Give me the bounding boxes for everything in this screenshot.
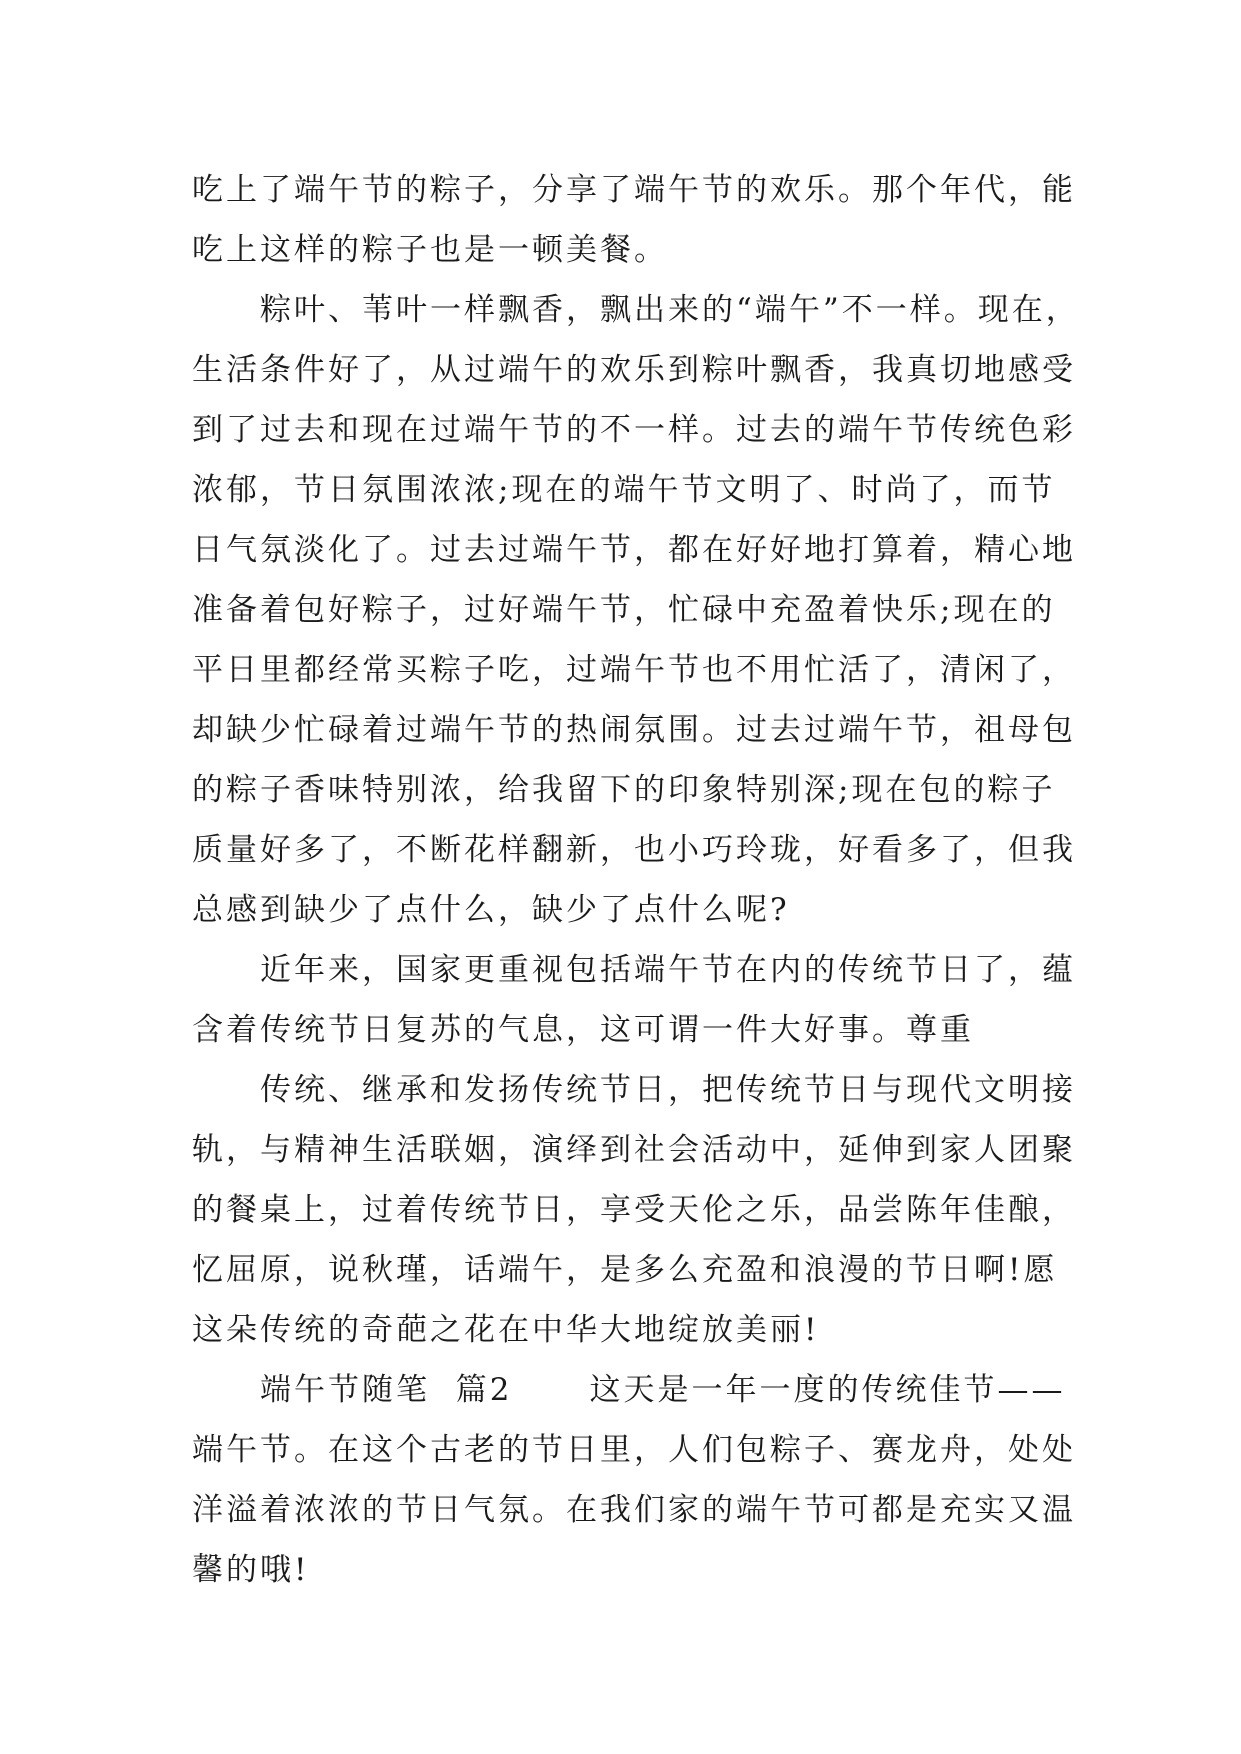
- text-line: 忆屈原，说秋瑾，话端午，是多么充盈和浪漫的节日啊!愿: [192, 1252, 1058, 1288]
- text-line: 端午节。在这个古老的节日里，人们包粽子、赛龙舟，处处: [192, 1432, 1076, 1468]
- text-line: 轨，与精神生活联姻，演绎到社会活动中，延伸到家人团聚: [192, 1132, 1076, 1168]
- paragraph-start-line: 粽叶、苇叶一样飘香，飘出来的“端午”不一样。现在，: [260, 292, 1080, 328]
- text-line: 平日里都经常买粽子吃，过端午节也不用忙活了，清闲了，: [192, 652, 1076, 688]
- text-line: 含着传统节日复苏的气息，这可谓一件大好事。尊重: [192, 1012, 974, 1048]
- text-line: 吃上这样的粽子也是一顿美餐。: [192, 232, 668, 268]
- text-line: 准备着包好粽子，过好端午节，忙碌中充盈着快乐;现在的: [192, 592, 1056, 628]
- section-heading-line: 端午节随笔 篇2 这天是一年一度的传统佳节——: [260, 1372, 1066, 1408]
- text-line: 的粽子香味特别浓，给我留下的印象特别深;现在包的粽子: [192, 772, 1056, 808]
- document-body: [192, 160, 1092, 1600]
- text-line: 洋溢着浓浓的节日气氛。在我们家的端午节可都是充实又温: [192, 1492, 1076, 1528]
- paragraph-start-line: 传统、继承和发扬传统节日，把传统节日与现代文明接: [260, 1072, 1076, 1108]
- text-line: 吃上了端午节的粽子，分享了端午节的欢乐。那个年代，能: [192, 172, 1076, 208]
- text-line: 生活条件好了，从过端午的欢乐到粽叶飘香，我真切地感受: [192, 352, 1076, 388]
- text-line: 质量好多了，不断花样翻新，也小巧玲珑，好看多了，但我: [192, 832, 1076, 868]
- text-line: 总感到缺少了点什么，缺少了点什么呢?: [192, 892, 790, 928]
- text-line: 的餐桌上，过着传统节日，享受天伦之乐，品尝陈年佳酿，: [192, 1192, 1076, 1228]
- text-line: 这朵传统的奇葩之花在中华大地绽放美丽!: [192, 1312, 820, 1348]
- text-line: 到了过去和现在过端午节的不一样。过去的端午节传统色彩: [192, 412, 1076, 448]
- text-line: 日气氛淡化了。过去过端午节，都在好好地打算着，精心地: [192, 532, 1076, 568]
- text-line: 浓郁，节日氛围浓浓;现在的端午节文明了、时尚了，而节: [192, 472, 1056, 508]
- paragraph-start-line: 近年来，国家更重视包括端午节在内的传统节日了，蕴: [260, 952, 1076, 988]
- text-line: 却缺少忙碌着过端午节的热闹氛围。过去过端午节，祖母包: [192, 712, 1076, 748]
- text-line: 馨的哦!: [192, 1552, 310, 1588]
